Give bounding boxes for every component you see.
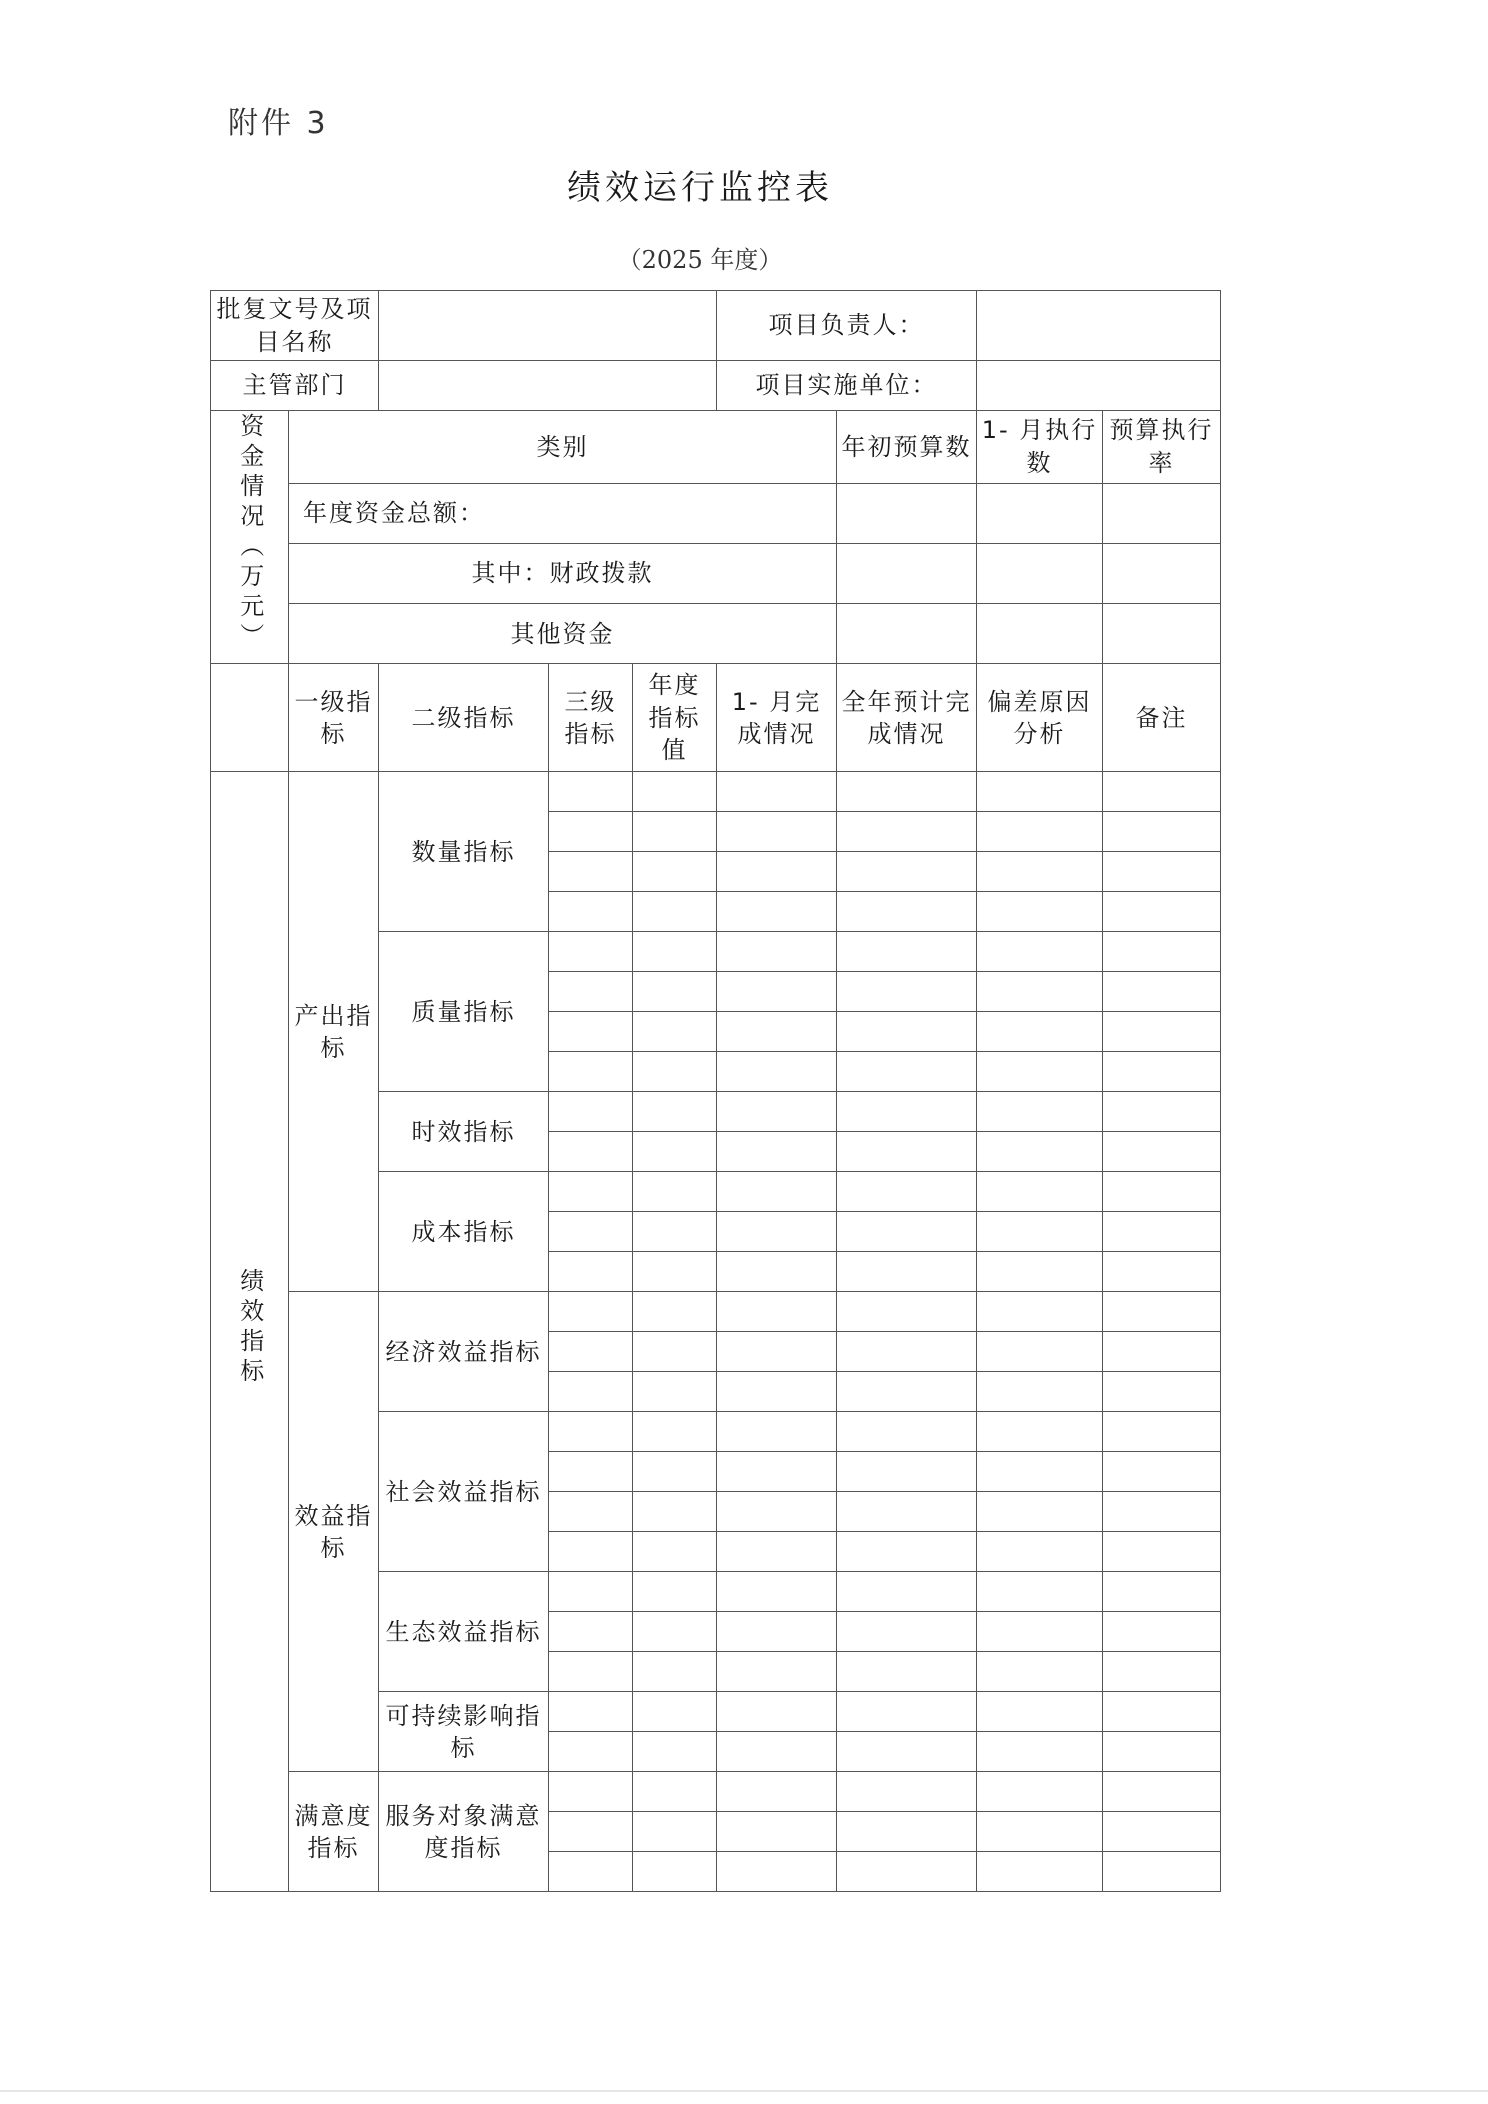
table-cell[interactable]	[549, 1052, 633, 1092]
table-cell[interactable]	[837, 1532, 977, 1572]
other-funds-label: 其他资金	[289, 604, 837, 664]
table-cell[interactable]	[633, 1772, 717, 1812]
table-cell[interactable]	[717, 1212, 837, 1252]
table-cell[interactable]	[1103, 1172, 1221, 1212]
table-cell[interactable]	[837, 1412, 977, 1452]
table-cell[interactable]	[549, 932, 633, 972]
table-cell[interactable]	[549, 852, 633, 892]
level3-header: 三级指标	[549, 664, 633, 772]
table-cell[interactable]	[1103, 1772, 1221, 1812]
table-cell[interactable]	[717, 1052, 837, 1092]
economic-indicator-label: 经济效益指标	[379, 1292, 549, 1412]
table-cell[interactable]	[549, 1492, 633, 1532]
table-cell[interactable]	[717, 1532, 837, 1572]
timeliness-indicator-label: 时效指标	[379, 1092, 549, 1172]
page-subtitle: （2025 年度）	[617, 246, 783, 274]
table-cell[interactable]	[549, 1692, 633, 1732]
table-cell[interactable]	[633, 1692, 717, 1732]
table-cell[interactable]	[717, 932, 837, 972]
table-cell[interactable]	[1103, 1532, 1221, 1572]
table-cell[interactable]	[977, 1732, 1103, 1772]
table-cell[interactable]	[977, 892, 1103, 932]
table-cell[interactable]	[1103, 1012, 1221, 1052]
table-cell[interactable]	[977, 812, 1103, 852]
table-cell[interactable]	[549, 972, 633, 1012]
table-cell[interactable]	[977, 1092, 1103, 1132]
table-cell[interactable]	[1103, 772, 1221, 812]
table-cell[interactable]	[717, 1372, 837, 1412]
table-cell[interactable]	[633, 1652, 717, 1692]
table-cell[interactable]	[717, 1492, 837, 1532]
table-cell[interactable]	[717, 1332, 837, 1372]
table-cell[interactable]	[837, 1732, 977, 1772]
table-cell[interactable]	[1103, 1332, 1221, 1372]
budget-header: 年初预算数	[837, 411, 977, 484]
table-cell[interactable]	[549, 1412, 633, 1452]
table-cell[interactable]	[1103, 1732, 1221, 1772]
table-cell[interactable]	[549, 1372, 633, 1412]
table-cell[interactable]	[837, 892, 977, 932]
table-cell[interactable]	[977, 1772, 1103, 1812]
table-cell[interactable]	[549, 1612, 633, 1652]
table-cell[interactable]	[633, 772, 717, 812]
table-cell[interactable]	[1103, 1492, 1221, 1532]
table-cell[interactable]	[549, 1292, 633, 1332]
level1-header: 一级指标	[289, 664, 379, 772]
table-cell[interactable]	[1103, 972, 1221, 1012]
table-cell[interactable]	[977, 1212, 1103, 1252]
rate-header: 预算执行率	[1103, 411, 1221, 484]
implementing-unit-label: 项目实施单位：	[717, 361, 977, 411]
table-cell[interactable]	[1103, 1252, 1221, 1292]
table-cell[interactable]	[549, 772, 633, 812]
table-cell[interactable]	[837, 1812, 977, 1852]
table-cell[interactable]	[717, 1172, 837, 1212]
table-cell[interactable]	[1103, 1412, 1221, 1452]
table-cell[interactable]	[717, 812, 837, 852]
total-budget-cell[interactable]	[837, 483, 977, 543]
table-cell[interactable]	[977, 1292, 1103, 1332]
executed-header: 1- 月执行数	[977, 411, 1103, 484]
cost-indicator-label: 成本指标	[379, 1172, 549, 1292]
blank-header-cell	[211, 664, 289, 772]
table-cell[interactable]	[717, 1452, 837, 1492]
table-cell[interactable]	[837, 1172, 977, 1212]
table-cell[interactable]	[717, 1852, 837, 1892]
table-cell[interactable]	[1103, 1292, 1221, 1332]
table-cell[interactable]	[633, 1132, 717, 1172]
total-executed-cell[interactable]	[977, 483, 1103, 543]
table-cell[interactable]	[549, 1772, 633, 1812]
table-cell[interactable]	[717, 1772, 837, 1812]
table-cell[interactable]	[549, 892, 633, 932]
table-cell[interactable]	[633, 812, 717, 852]
table-cell[interactable]	[1103, 812, 1221, 852]
table-cell[interactable]	[633, 852, 717, 892]
table-cell[interactable]	[717, 1692, 837, 1732]
table-cell[interactable]	[977, 932, 1103, 972]
forecast-header: 全年预计完成情况	[837, 664, 977, 772]
table-cell[interactable]	[633, 1292, 717, 1332]
other-budget-cell[interactable]	[837, 604, 977, 664]
total-funds-label: 年度资金总额：	[289, 483, 837, 543]
table-cell[interactable]	[1103, 1212, 1221, 1252]
table-cell[interactable]	[977, 1132, 1103, 1172]
table-cell[interactable]	[549, 1452, 633, 1492]
table-cell[interactable]	[633, 1572, 717, 1612]
table-cell[interactable]	[837, 772, 977, 812]
table-cell[interactable]	[837, 1652, 977, 1692]
benefit-indicators-label: 效益指标	[289, 1292, 379, 1772]
fiscal-rate-cell[interactable]	[1103, 543, 1221, 603]
table-cell[interactable]	[549, 1572, 633, 1612]
quality-indicator-label: 质量指标	[379, 932, 549, 1092]
table-cell[interactable]	[633, 1372, 717, 1412]
service-satisfaction-label: 服务对象满意度指标	[379, 1772, 549, 1892]
annual-target-header: 年度指标值	[633, 664, 717, 772]
table-cell[interactable]	[549, 1172, 633, 1212]
level2-header: 二级指标	[379, 664, 549, 772]
fiscal-budget-cell[interactable]	[837, 543, 977, 603]
table-cell[interactable]	[633, 932, 717, 972]
table-cell[interactable]	[837, 932, 977, 972]
department-label: 主管部门	[211, 361, 379, 411]
table-cell[interactable]	[633, 1612, 717, 1652]
scan-edge-line	[0, 2090, 1488, 2092]
table-cell[interactable]	[549, 1732, 633, 1772]
table-cell[interactable]	[633, 1532, 717, 1572]
table-cell[interactable]	[633, 1492, 717, 1532]
table-cell[interactable]	[977, 852, 1103, 892]
table-cell[interactable]	[977, 1012, 1103, 1052]
table-cell[interactable]	[717, 1612, 837, 1652]
table-cell[interactable]	[633, 1172, 717, 1212]
table-cell[interactable]	[977, 1372, 1103, 1412]
table-cell[interactable]	[977, 1852, 1103, 1892]
table-cell[interactable]	[633, 972, 717, 1012]
table-cell[interactable]	[633, 1252, 717, 1292]
table-cell[interactable]	[837, 1452, 977, 1492]
table-cell[interactable]	[837, 1052, 977, 1092]
table-cell[interactable]	[1103, 1612, 1221, 1652]
table-cell[interactable]	[1103, 1572, 1221, 1612]
table-cell[interactable]	[837, 1372, 977, 1412]
table-cell[interactable]	[1103, 1092, 1221, 1132]
table-cell[interactable]	[837, 1332, 977, 1372]
table-cell[interactable]	[717, 1572, 837, 1612]
completion-header: 1- 月完成情况	[717, 664, 837, 772]
table-cell[interactable]	[633, 1452, 717, 1492]
deviation-header: 偏差原因分析	[977, 664, 1103, 772]
table-cell[interactable]	[717, 1652, 837, 1692]
table-cell[interactable]	[633, 1012, 717, 1052]
funds-section-label: 资金情况（万元）	[211, 411, 289, 664]
table-cell[interactable]	[549, 1012, 633, 1052]
table-cell[interactable]	[837, 1492, 977, 1532]
total-rate-cell[interactable]	[1103, 483, 1221, 543]
remarks-header: 备注	[1103, 664, 1221, 772]
indicators-section-label: 绩效指标	[211, 772, 289, 1892]
table-cell[interactable]	[837, 852, 977, 892]
table-cell[interactable]	[837, 1132, 977, 1172]
table-cell[interactable]	[633, 1852, 717, 1892]
table-cell[interactable]	[837, 1852, 977, 1892]
table-cell[interactable]	[1103, 1652, 1221, 1692]
table-cell[interactable]	[549, 1252, 633, 1292]
table-cell[interactable]	[633, 1212, 717, 1252]
monitoring-table	[210, 290, 1221, 1892]
table-cell[interactable]	[633, 1092, 717, 1132]
category-header: 类别	[289, 411, 837, 484]
table-cell[interactable]	[1103, 1692, 1221, 1732]
table-cell[interactable]	[837, 812, 977, 852]
table-cell[interactable]	[717, 1132, 837, 1172]
table-cell[interactable]	[717, 1812, 837, 1852]
implementing-unit-value[interactable]	[977, 361, 1221, 411]
table-cell[interactable]	[837, 1772, 977, 1812]
table-cell[interactable]	[717, 1092, 837, 1132]
sustainable-indicator-label: 可持续影响指标	[379, 1692, 549, 1772]
table-cell[interactable]	[837, 1292, 977, 1332]
page-title: 绩效运行监控表	[567, 168, 833, 208]
table-cell[interactable]	[837, 1692, 977, 1732]
other-executed-cell[interactable]	[977, 604, 1103, 664]
table-cell[interactable]	[977, 1812, 1103, 1852]
other-rate-cell[interactable]	[1103, 604, 1221, 664]
project-leader-value[interactable]	[977, 291, 1221, 361]
table-cell[interactable]	[549, 1092, 633, 1132]
table-cell[interactable]	[977, 1612, 1103, 1652]
table-cell[interactable]	[633, 1052, 717, 1092]
table-cell[interactable]	[633, 1412, 717, 1452]
table-cell[interactable]	[837, 1252, 977, 1292]
department-value[interactable]	[379, 361, 717, 411]
table-cell[interactable]	[549, 1652, 633, 1692]
table-cell[interactable]	[633, 1732, 717, 1772]
table-cell[interactable]	[977, 1412, 1103, 1452]
attachment-label: 附件 3	[228, 106, 329, 141]
table-cell[interactable]	[549, 1332, 633, 1372]
table-cell[interactable]	[977, 1532, 1103, 1572]
table-cell[interactable]	[977, 1652, 1103, 1692]
table-cell[interactable]	[717, 772, 837, 812]
table-cell[interactable]	[549, 1852, 633, 1892]
table-cell[interactable]	[717, 1012, 837, 1052]
approval-value[interactable]	[379, 291, 717, 361]
table-cell[interactable]	[717, 1412, 837, 1452]
table-cell[interactable]	[717, 1252, 837, 1292]
table-cell[interactable]	[837, 1572, 977, 1612]
table-cell[interactable]	[977, 972, 1103, 1012]
table-cell[interactable]	[837, 972, 977, 1012]
table-cell[interactable]	[1103, 1812, 1221, 1852]
ecological-indicator-label: 生态效益指标	[379, 1572, 549, 1692]
table-cell[interactable]	[977, 1052, 1103, 1092]
table-cell[interactable]	[633, 1812, 717, 1852]
table-cell[interactable]	[549, 1812, 633, 1852]
table-cell[interactable]	[1103, 1052, 1221, 1092]
fiscal-executed-cell[interactable]	[977, 543, 1103, 603]
table-cell[interactable]	[633, 1332, 717, 1372]
table-cell[interactable]	[1103, 892, 1221, 932]
table-cell[interactable]	[977, 1252, 1103, 1292]
social-indicator-label: 社会效益指标	[379, 1412, 549, 1572]
table-cell[interactable]	[633, 892, 717, 932]
table-cell[interactable]	[837, 1012, 977, 1052]
table-cell[interactable]	[977, 1492, 1103, 1532]
table-cell[interactable]	[977, 1332, 1103, 1372]
table-cell[interactable]	[1103, 1852, 1221, 1892]
table-cell[interactable]	[717, 972, 837, 1012]
quantity-indicator-label: 数量指标	[379, 772, 549, 932]
table-cell[interactable]	[717, 1292, 837, 1332]
table-cell[interactable]	[837, 1212, 977, 1252]
table-cell[interactable]	[1103, 1372, 1221, 1412]
table-cell[interactable]	[977, 1572, 1103, 1612]
table-cell[interactable]	[549, 1212, 633, 1252]
table-cell[interactable]	[549, 812, 633, 852]
table-cell[interactable]	[977, 1452, 1103, 1492]
approval-label: 批复文号及项目名称	[211, 291, 379, 361]
fiscal-funds-label: 其中：财政拨款	[289, 543, 837, 603]
table-cell[interactable]	[1103, 1452, 1221, 1492]
table-cell[interactable]	[717, 892, 837, 932]
table-cell[interactable]	[717, 1732, 837, 1772]
table-cell[interactable]	[977, 772, 1103, 812]
table-cell[interactable]	[977, 1692, 1103, 1732]
table-cell[interactable]	[1103, 1132, 1221, 1172]
project-leader-label: 项目负责人：	[717, 291, 977, 361]
table-cell[interactable]	[977, 1172, 1103, 1212]
satisfaction-indicators-label: 满意度指标	[289, 1772, 379, 1892]
table-cell[interactable]	[1103, 932, 1221, 972]
table-cell[interactable]	[1103, 852, 1221, 892]
table-cell[interactable]	[717, 852, 837, 892]
table-cell[interactable]	[549, 1532, 633, 1572]
table-cell[interactable]	[549, 1132, 633, 1172]
table-cell[interactable]	[837, 1612, 977, 1652]
table-cell[interactable]	[837, 1092, 977, 1132]
output-indicators-label: 产出指标	[289, 772, 379, 1292]
